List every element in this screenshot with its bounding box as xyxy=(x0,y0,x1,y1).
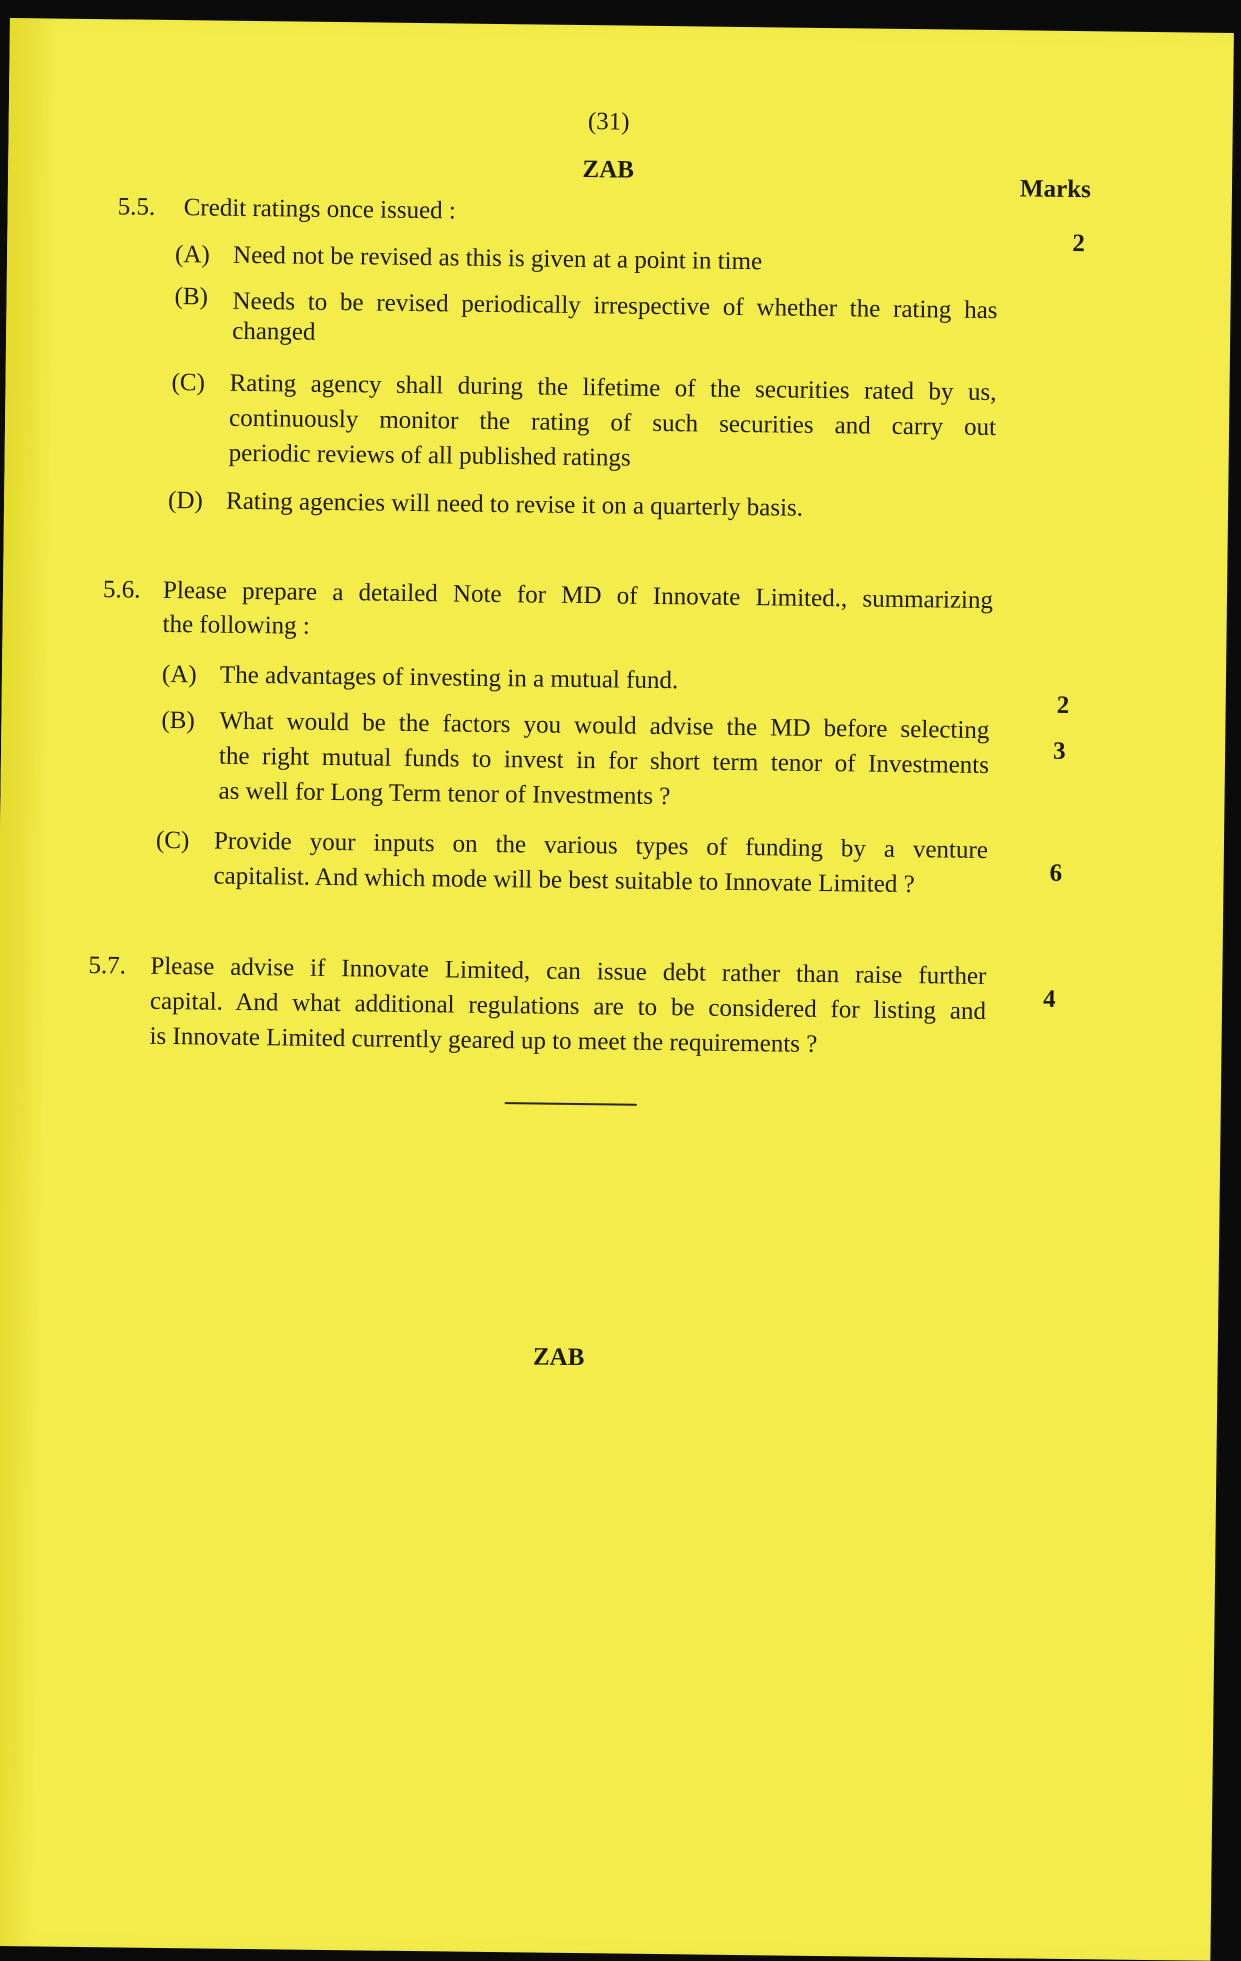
option-marks: 2 xyxy=(1056,691,1070,719)
option-text: periodic reviews of all published ratings xyxy=(228,439,631,472)
question-number: 5.5. xyxy=(117,193,156,221)
exam-page xyxy=(0,18,1234,1961)
question-number: 5.7. xyxy=(88,952,127,980)
question-text: Please prepare a detailed Note for MD of Innovate Limited., summarizing xyxy=(162,576,994,615)
option-label: (C) xyxy=(171,369,206,397)
question-text: capital. And what additional regulations are to be considered for listing and xyxy=(149,987,987,1025)
question-number: 5.6. xyxy=(102,576,141,604)
end-divider xyxy=(505,1102,637,1106)
option-marks: 6 xyxy=(1049,859,1063,887)
option-text: Needs to be revised periodically irrespective of whether the rating has xyxy=(232,287,998,325)
option-text: Rating agencies will need to revise it on a quarterly basis. xyxy=(225,487,804,522)
question-marks: 2 xyxy=(1072,229,1085,258)
option-label: (A) xyxy=(161,660,197,689)
option-text: as well for Long Term tenor of Investments ? xyxy=(218,777,671,811)
option-label: (C) xyxy=(155,826,190,855)
option-marks: 3 xyxy=(1052,737,1066,765)
option-text: continuously monitor the rating of such securities and carry out xyxy=(228,404,997,442)
option-text: Rating agency shall during the lifetime of the securities rated by us, xyxy=(229,369,997,407)
paper-code-footer: ZAB xyxy=(532,1343,585,1372)
option-label: (A) xyxy=(174,241,211,269)
option-text: changed xyxy=(232,317,316,346)
question-marks: 4 xyxy=(1042,985,1056,1013)
marks-column-heading: Marks xyxy=(1019,175,1091,204)
option-label: (B) xyxy=(161,706,195,735)
option-text: What would be the factors you would advise the MD before selecting xyxy=(219,707,990,745)
question-text: the following : xyxy=(162,610,310,640)
option-label: (B) xyxy=(174,283,209,311)
option-text: Provide your inputs on the various types of funding by a venture xyxy=(213,827,989,865)
option-text: the right mutual funds to invest in for short term tenor of Investments xyxy=(218,742,990,780)
paper-code-header: ZAB xyxy=(582,156,635,184)
option-label: (D) xyxy=(167,486,203,515)
option-text: capitalist. And which mode will be best suitable to Innovate Limited ? xyxy=(213,862,915,899)
question-text: Credit ratings once issued : xyxy=(183,194,457,225)
page-number: (31) xyxy=(587,108,630,136)
question-text: Please advise if Innovate Limited, can issue debt rather than raise further xyxy=(150,952,987,990)
option-text: Need not be revised as this is given at a point in time xyxy=(232,241,763,276)
question-text: is Innovate Limited currently geared up to meet the requirements ? xyxy=(149,1022,818,1058)
option-text: The advantages of investing in a mutual fund. xyxy=(219,661,679,695)
